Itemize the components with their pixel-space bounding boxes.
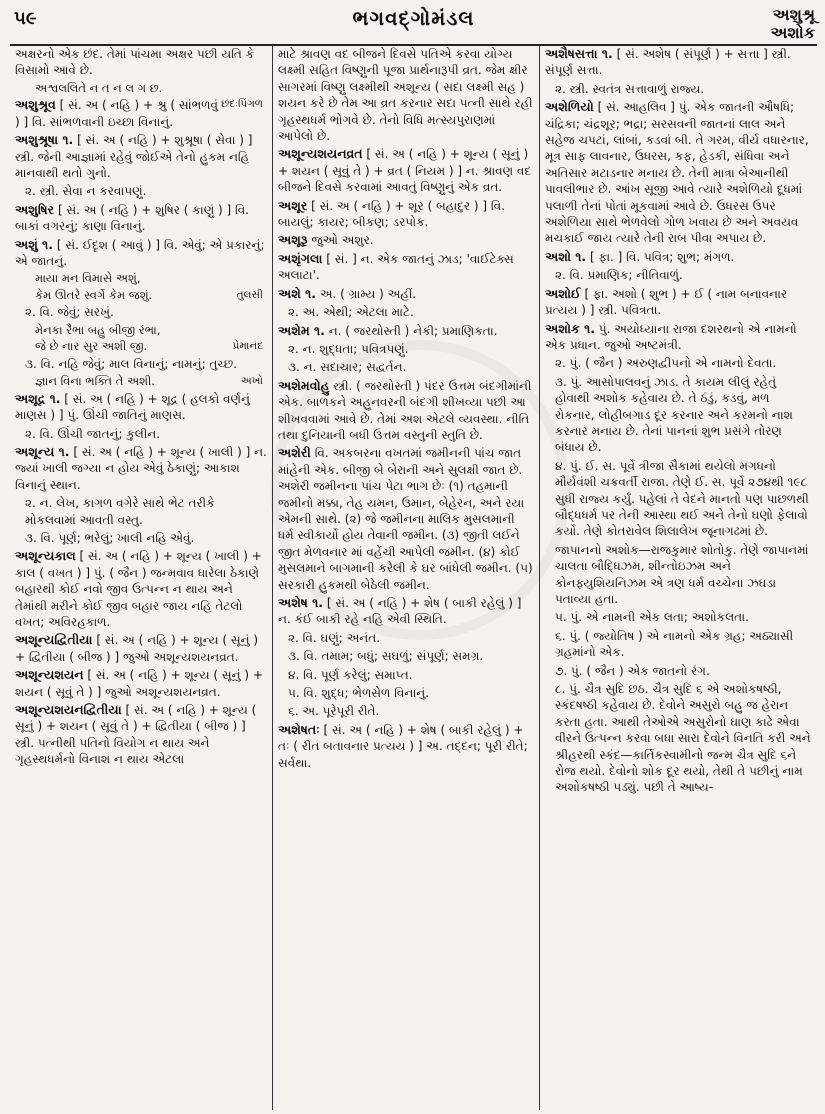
entry-definition: ૨. સ્ત્રી. સ્વતંત્ર સત્તાવાળું રાજ્ય. bbox=[555, 81, 705, 96]
headword: અશૂર bbox=[278, 197, 308, 213]
entry-sense bbox=[278, 685, 534, 701]
quote-line bbox=[15, 288, 267, 304]
entry-sense bbox=[545, 81, 812, 97]
dictionary-entry bbox=[15, 548, 267, 630]
guide-word-last: અશોક bbox=[770, 23, 815, 42]
quote-source: છંદઃપિંગળ bbox=[220, 98, 263, 111]
dictionary-entry bbox=[278, 286, 534, 302]
entry-sense bbox=[15, 46, 267, 79]
dictionary-entry bbox=[278, 722, 534, 771]
entry-sense bbox=[278, 46, 534, 144]
headword: અશોઈ bbox=[545, 285, 581, 301]
columns bbox=[10, 46, 817, 1110]
quote-line bbox=[15, 339, 267, 355]
headword: અશૂન્યશયન bbox=[15, 667, 84, 683]
dictionary-entry bbox=[278, 323, 534, 339]
entry-definition: [ સં. અશેષ ( સંપૂર્ણ ) + સત્તા ] સ્ત્રી. સંપૂર્ણ સત્તા. bbox=[545, 47, 791, 78]
guide-words bbox=[770, 6, 815, 42]
headword: અશૂન્યશયનવ્રત bbox=[278, 146, 363, 162]
headword: અશૂદ્ર ૧. bbox=[15, 390, 61, 406]
headword: અશૂરૂ bbox=[278, 232, 308, 248]
dictionary-entry bbox=[545, 249, 812, 265]
column-2 bbox=[273, 46, 540, 1110]
dictionary-entry bbox=[15, 444, 267, 493]
entry-sense bbox=[545, 355, 812, 371]
headword: અશોક ૧. bbox=[545, 320, 596, 336]
entry-definition: ન. ( જરથોસ્તી ) નેકી; પ્રમાણિકતા. bbox=[328, 323, 498, 338]
quote-line bbox=[15, 271, 267, 287]
entry-sense bbox=[15, 495, 267, 528]
entry-sense bbox=[545, 628, 812, 661]
headword: અશુશ્રૂષા ૧. bbox=[15, 132, 74, 148]
entry-definition: [ સં. અ ( નહિ ) + શુશ્રૂષા ( સેવા ) ] સ્ત્રી. જેની આજ્ઞામાં રહેવું જોઈએ તેનો હુકમ નહિ માનવાથી થતો ગુનો. bbox=[15, 133, 253, 180]
entry-definition: [ સં. આહલિવ ] પું. એક જાતની ઔષધિ; ચંદ્રિકા; ચંદ્રશૂર; ભદ્રા; સરસવની જાતનાં લાલ અને સહેજ ચપટાં, લાંબાં, કડવાં બી. તે ગરમ, વીર્ય વધારનાર, મૂત્ર સાફ લાવનાર, ઉધરસ, કફ, હેડકી, સંધિવા અને અતિસાર મટાડનાર મનાય છે. તેની માત્રા બેઆનીથી પાવલીભાર છે. આંખ સૂજી આવે ત્યારે અશેળિયો દૂધમાં પલાળી તેનાં પોતાં મૂકવામાં આવે છે. ઉધરસ ઉપર અશેળિયા સાથે ભેળવેલો ગોળ ખવાય છે અને અવયવ મચકાઈ જાય ત્યારે તેની રાબ પીવા અપાય છે. bbox=[545, 100, 809, 246]
dictionary-entry bbox=[278, 146, 534, 195]
page-title: ભગવદ્ગોમંડલ bbox=[352, 6, 475, 30]
dictionary-entry bbox=[15, 202, 267, 235]
entry-definition: ૭. પું. ( જૈન ) એક જાતનો રંગ. bbox=[555, 663, 710, 678]
entry-definition: ૩. વિ. તમામ; બધું; સઘળું; સંપૂર્ણ; સમગ્ર. bbox=[288, 649, 484, 664]
entry-definition: [ સં. અ ( નહિ ) + શૂન્ય ( સૂનું ) + શયન ( સૂવું તે ) + દ્વિતીયા ( બીજ ) ] સ્ત્રી. પત્નીથી પતિનો વિયોગ ન થાય અને ગૃહસ્થધર્મનો વિનાશ ન થાય એટલા bbox=[15, 703, 257, 767]
quote-text: અશ્વલલિતે ન ત ન લ ગ છ. bbox=[35, 80, 163, 95]
headword: અશે ૧. bbox=[278, 285, 317, 301]
entry-sense bbox=[545, 609, 812, 625]
entry-definition: [ ફા. અશો ( શુભ ) + ઈ ( નામ બનાવનાર પ્રત્યય ) ] સ્ત્રી. પવિત્રતા. bbox=[545, 286, 788, 318]
entry-definition: ૨. સ્ત્રી. સેવા ન કરવાપણું. bbox=[25, 184, 147, 199]
column-1 bbox=[10, 46, 273, 1110]
entry-definition: ૬. પું. ( જ્યોતિષ ) એ નામનો એક ગ્રહ; અઠ્યાસી ગ્રહમાંનો એક. bbox=[555, 628, 794, 660]
headword: અશું ૧. bbox=[15, 236, 54, 252]
entry-definition: ૫. વિ. શુદ્ધ; ભેળસેળ વિનાનું. bbox=[288, 686, 430, 701]
entry-sense bbox=[278, 703, 534, 719]
entry-definition: ૪. પું. ઈ. સ. પૂર્વે ત્રીજા સૈકામાં થયેલો મગધનો મૌર્યવંશી ચક્રવર્તી રાજા. તેણે ઈ. સ. પૂર્વે ૨૭૪થી ૧૯૮ સુધી રાજ્ય કર્યું. પહેલાં તે વેદને માનતો પણ પાછળથી બૌદ્ધધર્મ પર તેની આસ્થા થઈ અને તેનો ઘણો ફેલાવો કર્યો. તેણે કોતરાવેલ શિલાલેખ જૂનાગઢમાં છે. bbox=[555, 458, 809, 539]
entry-sense bbox=[15, 530, 267, 546]
entry-definition: ૩. વિ. નહિ જેવું; માલ વિનાનું; નામનું; તુચ્છ. bbox=[25, 356, 237, 371]
entry-sense bbox=[545, 458, 812, 540]
headword: અશુષિર bbox=[15, 201, 55, 217]
entry-definition: [ સં. અ ( નહિ ) + શેષ ( બાકી રહેલું ) + તઃ ( રીત બતાવનાર પ્રત્યય ) ] અ. તદ્દન; પૂરી રીતે; સર્વથા. bbox=[278, 722, 528, 770]
entry-definition: [ સં. અ ( નહિ ) + શુષિર ( કાણું ) ] વિ. બાકાં વગરનું; કાણા વિનાનું. bbox=[15, 202, 249, 234]
dictionary-entry bbox=[278, 378, 534, 444]
headword: અશૂન્યકાલ bbox=[15, 548, 76, 564]
headword: અશુશ્રૂવ bbox=[15, 97, 56, 113]
entry-definition: [ સં. અ ( નહિ ) + શૂન્ય ( ખાલી ) ] ન. જ્યાં ખાલી જગ્યા ન હોય એવું ઠેકાણું; આકાશ વિનાનું સ્થાન. bbox=[15, 444, 267, 492]
headword: અશૂન્યદ્વિતીયા bbox=[15, 632, 93, 648]
entry-sense bbox=[15, 183, 267, 199]
quote-text: કેમ ઊતરે સ્વર્ગે કેમ જશું. bbox=[35, 287, 153, 302]
entry-sense bbox=[545, 267, 812, 283]
entry-definition: ૫. પું. એ નામની એક લતા; અશોકલતા. bbox=[555, 610, 749, 625]
entry-definition: જુઓ અશુર. bbox=[311, 233, 374, 248]
entry-definition: ૩. વિ. પૂર્ણ; ભરેલું; ખાલી નહિ એવું. bbox=[25, 530, 195, 545]
entry-definition: વિ. અકબરના વખતમાં જમીનની પાંચ જાત માંહેની એક. બીજી બે બેરાની અને સુલક્ષી જાત છે. અશેરી જમીનના પાંચ પેટા ભાગ છેઃ (૧) તહમાની જમીનો મક્કા, તેહ યમન, ઉમાન, બેહેરન, અને રયા એમની સાથે. (૨) જે જમીનના માલિક મુસલમાની ધર્મ સ્વીકાર્યો હોય તેવાની જમીન. (૩) જીતી લઈને જીત મેળવનાર માં વહેંચી આપેલી જમીન. (૪) કોઈ મુસલમાને બાગમાની કરેલી કે ઘર બાંધેલી જમીન. (૫) સરકારી હુકમથી બેઠેલી જમીન. bbox=[278, 446, 533, 592]
quote-source: પ્રેમાનંદ bbox=[232, 340, 263, 353]
entry-definition: માટે શ્રાવણ વદ બીજને દિવસે પતિએ કરવા યોગ્ય લક્ષ્મી સહિત વિષ્ણુની પૂજા પ્રાર્થનારૂપી વ્રત. જેમ ક્ષીર સાગરમાં વિષ્ણુ લક્ષ્મીથી અશૂન્ય ( સદા લક્ષ્મી સહ ) શયન કરે છે તેમ આ વ્રત કરનાર સદા પત્ની સાથે રહી ગૃહસ્થધર્મ ભોગવે છે. તેનો વિધિ મત્સ્યપુરાણમાં આપેલો છે. bbox=[278, 47, 533, 144]
page-number: ૫૯ bbox=[14, 8, 37, 29]
entry-definition: [ સં. અ ( નહિ ) + શૂન્ય ( સૂનું ) + શયન ( સૂવું તે ) ] જુઓ અશૂન્યશયનવ્રત. bbox=[15, 668, 263, 699]
entry-sense bbox=[278, 648, 534, 664]
headword: અશૂન્ય ૧. bbox=[15, 443, 70, 459]
dictionary-entry bbox=[545, 321, 812, 354]
headword: અશેમવોહુ bbox=[278, 377, 330, 393]
entry-definition: સ્ત્રી. ( જરથોસ્તી ) પંદર ઉત્તમ બંદગીમાંની એક. બાળકને અહુનવરની બંદગી શીખવ્યા પછી આ શીખવવામાં આવે છે. તેમાં અશ એટલે વ્યવસ્થા. નીતિ તથા દુનિયાની બધી ઉત્તમ વસ્તુની સ્તુતિ છે. bbox=[278, 378, 532, 442]
quote-text: માયા મન વિમાસે અશું, bbox=[35, 271, 141, 286]
dictionary-entry bbox=[15, 391, 267, 424]
headword: અશૂન્યશયનદ્વિતીયા bbox=[15, 702, 122, 717]
quote-text: જે છે નાર સુર અશી જી. bbox=[35, 339, 148, 354]
entry-sense bbox=[545, 681, 812, 796]
entry-definition: ૨. ન. શુદ્ધતા; પવિત્રપણું. bbox=[288, 341, 409, 356]
entry-definition: [ ફા. ] વિ. પવિત્ર; શુભ; મંગળ. bbox=[590, 249, 735, 264]
headword: અશો ૧. bbox=[545, 248, 587, 264]
entry-definition: [ સં. અ ( નહિ ) + શેષ ( બાકી રહેલું ) ] ન. કંઈ બાકી રહે નહિ એવી સ્થિતિ. bbox=[278, 596, 522, 627]
entry-sense bbox=[278, 630, 534, 646]
entry-definition: ૨. વિ. પ્રમાણિક; નીતિવાળું. bbox=[555, 268, 683, 283]
entry-definition: ૨. વિ. ઘણું; અનંત. bbox=[288, 630, 381, 645]
entry-definition: પું. અયોધ્યાના રાજા દશરથનો એ નામનો એક પ્રધાન. જુઓ અષ્ટમંત્રી. bbox=[545, 321, 797, 352]
entry-definition: [ સં. અ ( નહિ ) + શૂદ્ર ( હલકો વર્ણનું માણસ ) ] પું. ઊંચી જાતિનું માણસ. bbox=[15, 391, 250, 423]
quote-source: અખો bbox=[240, 375, 263, 388]
headword: અશેમ ૧. bbox=[278, 322, 325, 338]
entry-sense bbox=[278, 341, 534, 357]
page-header bbox=[10, 6, 817, 46]
entry-sense bbox=[15, 356, 267, 372]
entry-definition: ૩. ન. સદાચાર; સદ્વર્તન. bbox=[288, 360, 407, 375]
entry-definition: ૮. પું. ચૈત્ર સુદિ છઠ. ચૈત્ર સુદિ ૬ એ અશોકષષ્ઠી, સ્કંદષષ્ઠી કહેવાય છે. દેવોને અસુરો બહુ જ હેરાન કરતા હતા. આથી તેઓએ અસુરોનો ઘાણ કાઢે એવા વીરને ઉત્પન્ન કરવા બધા સારા દેવોને વિનતિ કરી અને શ્રીહરથી સ્કંદ—કાર્તિકસ્વામીનો જન્મ ચૈત્ર સુદિ ૬ને રોજ થયો. દેવોનો શોક દૂર થયો, તેથી તે પછીનું નામ અશોકષષ્ઠી પડ્યું. પછી તે આષ્ય- bbox=[555, 682, 811, 795]
entry-sense bbox=[278, 359, 534, 375]
dictionary-entry bbox=[15, 667, 267, 700]
dictionary-entry bbox=[278, 232, 534, 248]
headword: અશેષ ૧. bbox=[278, 595, 324, 610]
entry-definition: ૨. પું. ( જૈન ) અરુણદ્વીપનો એ નામનો દેવતા. bbox=[555, 356, 777, 371]
guide-word-first: અશુશ્રૂ bbox=[772, 5, 815, 24]
entry-definition: [ સં. અ ( નહિ ) + શ્રુ ( સાંભળવું ) ] વિ. સાંભળવાની ઇચ્છા વિનાનું. bbox=[15, 98, 219, 129]
quote-text: જ્ઞાન વિના ભક્તિ તે અશી. bbox=[35, 374, 155, 389]
entry-sense bbox=[15, 304, 267, 320]
dictionary-entry bbox=[545, 286, 812, 319]
entry-sense bbox=[278, 304, 534, 320]
column-3 bbox=[540, 46, 817, 1110]
entry-definition: [ સં. અ ( નહિ ) + શૂન્ય ( ખાલી ) + કાલ ( વખત ) ] પું. ( જૈન ) જન્મવાવ ધારેલા ઠેકાણે બહારથી કોઈ નવો જીવ ઉત્પન્ન ન થાય અને તેમાંથી મરીને કોઈ જીવ બહાર જાય નહિ તેટલો વખત; અવિરહકાળ. bbox=[15, 549, 262, 629]
quote-line bbox=[15, 81, 267, 97]
entry-definition: [ સં. ] ન. એક જાતનું ઝાડ; 'વાઈટેક્સ અલાટા'. bbox=[278, 251, 514, 283]
dictionary-entry bbox=[15, 702, 267, 768]
dictionary-entry bbox=[278, 251, 534, 284]
entry-sense bbox=[545, 663, 812, 679]
dictionary-entry bbox=[545, 46, 812, 79]
dictionary-entry bbox=[278, 595, 534, 628]
headword: અશેષતઃ bbox=[278, 721, 320, 737]
quote-line bbox=[15, 374, 267, 390]
quote-source: તુલસી bbox=[236, 288, 263, 301]
dictionary-entry bbox=[15, 632, 267, 665]
entry-definition: [ સં. અ ( નહિ ) + શૂન્ય ( સૂનું ) + શયન ( સૂવું તે ) + વ્રત ( નિયમ ) ] ન. શ્રાવણ વદ બીજને દિવસે કરવામાં આવતું વિષ્ણુનું એક વ્રત. bbox=[278, 147, 532, 195]
entry-sense bbox=[278, 667, 534, 683]
dictionary-entry bbox=[545, 99, 812, 247]
headword: અશેરી bbox=[278, 445, 311, 461]
entry-definition: ૪. વિ. પૂર્ણ કરેલું; સમાપ્ત. bbox=[288, 667, 413, 682]
entry-definition: ૨. વિ. જેવું; સરખું. bbox=[25, 305, 114, 320]
entry-sense bbox=[545, 374, 812, 456]
headword: અશૃંગલા bbox=[278, 250, 323, 266]
entry-definition: [ સં. અ ( નહિ ) + શૂન્ય ( સૂનું ) + દ્વિતીયા ( બીજ ) ] જુઓ અશૂન્યશયનવ્રત. bbox=[15, 633, 259, 664]
quote-text: મેનકા રૈભા બહુ બીજી રંભા, bbox=[35, 322, 161, 337]
entry-sense bbox=[15, 426, 267, 442]
entry-sense bbox=[545, 542, 812, 608]
entry-definition: અ. ( ગ્રામ્ય ) અહીં. bbox=[319, 286, 417, 301]
quote-line bbox=[15, 323, 267, 339]
entry-definition: ૨. અ. એથી; એટલા માટે. bbox=[288, 305, 414, 320]
dictionary-entry bbox=[278, 445, 534, 593]
entry-definition: ૨. વિ. ઊંચી જાતનું; કુલીન. bbox=[25, 426, 161, 441]
entry-definition: અક્ષરનો એક છંદ. તેમાં પાંચમા અક્ષર પછી યતિ કે વિસામો આવે છે. bbox=[15, 47, 255, 78]
dictionary-entry bbox=[15, 132, 267, 181]
headword: અશૈષસત્તા ૧. bbox=[545, 46, 613, 61]
dictionary-entry bbox=[278, 198, 534, 231]
entry-definition: ૩. પું. આસોપાલવનું ઝાડ. તે કાયમ લીલું રહેતું હોવાથી અશોક કહેવાય છે. તે ઠંડું, કડવું, મળ રોકનાર, લોહીબગાડ દૂર કરનાર અને કરમનો નાશ કરનાર મનાય છે. તેનાં પાનનાં શુભ પ્રસંગે તોરણ બંધાય છે. bbox=[555, 374, 793, 455]
entry-definition: ૬. અ. પૂરેપૂરી રીતે. bbox=[288, 704, 380, 719]
entry-definition: [ સં. ઈદૃશ ( આવું ) ] વિ. એવું; એ પ્રકારનું; એ જાતનું. bbox=[15, 237, 265, 268]
dictionary-entry bbox=[15, 237, 267, 270]
entry-definition: [ સં. અ ( નહિ ) + શૂર ( બહાદુર ) ] વિ. બાયલું; કાયર; બીકણ; ડરપોક. bbox=[278, 198, 505, 230]
entry-definition: જાપાનનો અશોક—રાજકુમાર શોતોકુ. તેણે જાપાનમાં ચાલતા બૌદ્ધિઝમ, શીન્તોઇઝમ અને કોનફ્યુશિયનિઝમ એ ત્રણ ધર્મ વચ્ચેના ઝઘડા પતાવ્યા હતા. bbox=[555, 542, 809, 606]
entry-definition: ૨. ન. લેખ, કાગળ વગેરે સાથે ભેટ તરીકે મોકલવામાં આવતી વસ્તુ. bbox=[25, 496, 215, 527]
headword: અશેળિયો bbox=[545, 99, 594, 115]
